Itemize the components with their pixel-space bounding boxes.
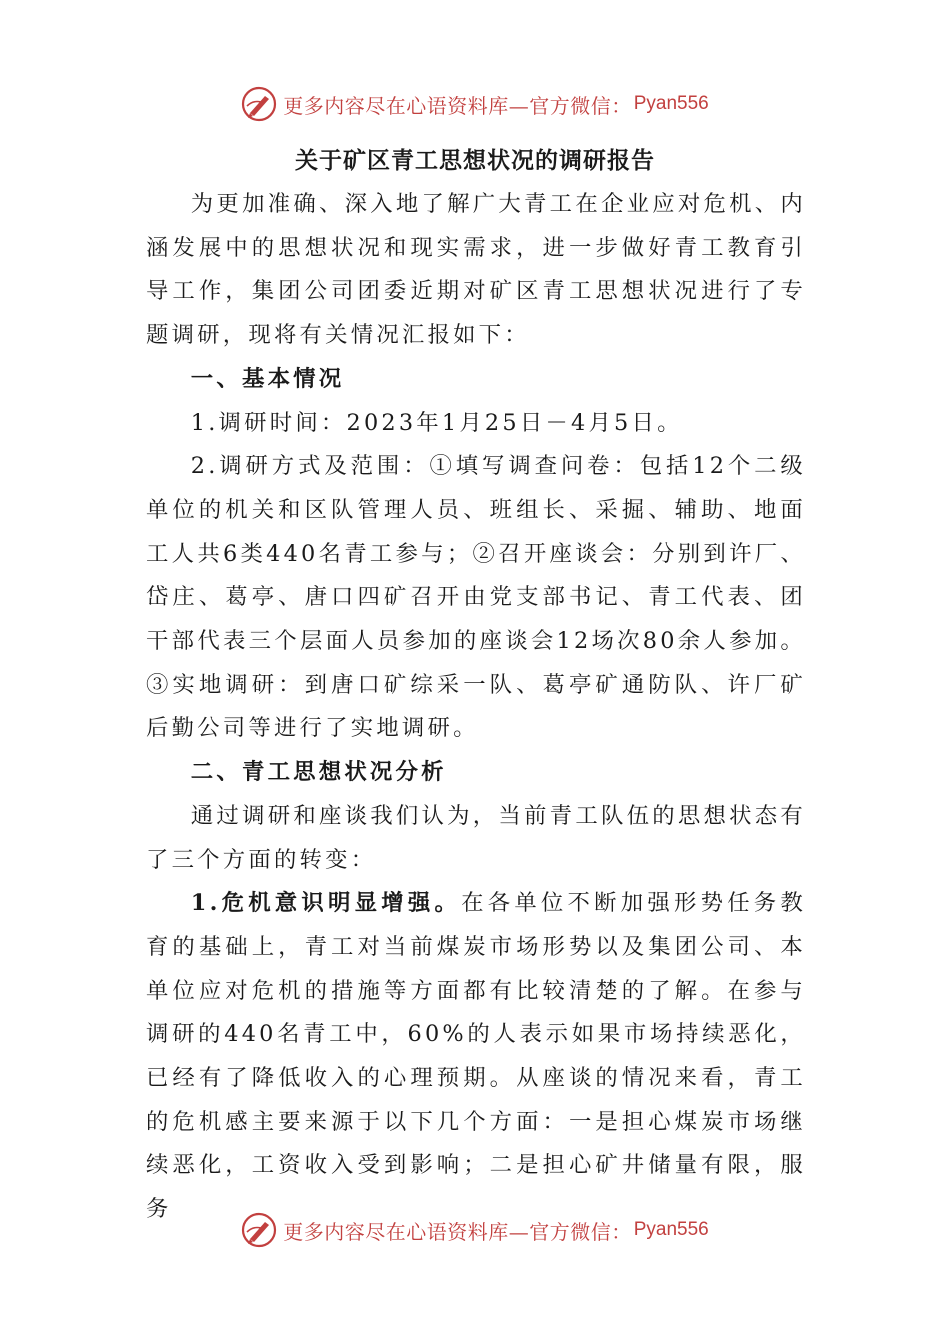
watermark-wechat-id: Pyan556 bbox=[633, 1219, 709, 1240]
pen-logo-icon bbox=[241, 1212, 277, 1248]
intro-paragraph: 为更加准确、深入地了解广大青工在企业应对危机、内涵发展中的思想状况和现实需求，进一步做好青工教育引导工作，集团公司团委近期对矿区青工思想状况进行了专题调研，现将有关情况汇报如下： bbox=[146, 191, 806, 349]
survey-time-paragraph: 1.调研时间：2023年1月25日－4月5日。 bbox=[190, 409, 683, 436]
watermark-wechat-id: Pyan556 bbox=[633, 93, 709, 114]
crisis-awareness-paragraph bbox=[146, 882, 806, 1232]
footer-watermark-banner bbox=[0, 1210, 950, 1250]
section-heading-analysis: 二、青工思想状况分析 bbox=[190, 759, 447, 786]
watermark-text: 更多内容尽在心语资料库—官方微信： bbox=[283, 1219, 632, 1244]
analysis-intro-paragraph: 通过调研和座谈我们认为，当前青工队伍的思想状态有了三个方面的转变： bbox=[146, 802, 806, 873]
pen-logo-icon bbox=[241, 86, 277, 122]
section-heading-basic-info: 一、基本情况 bbox=[190, 365, 345, 392]
crisis-awareness-body: 在各单位不断加强形势任务教育的基础上，青工对当前煤炭市场形势以及集团公司、本单位应对危机的措施等方面都有比较清楚的了解。在参与调研的440名青工中，60%的人表示如果市场持续恶化，已经有了降低收入的心理预期。从座谈的情况来看，青工的危机感主要来源于以下几个方面：一是担心煤炭市场继续恶化，工资收入受到影响；二是担心矿井储量有限，服务 bbox=[146, 890, 807, 1223]
survey-method-paragraph: 2.调研方式及范围：①填写调查问卷：包括12个二级单位的机关和区队管理人员、班组长、采掘、辅助、地面工人共6类440名青工参与；②召开座谈会：分别到许厂、岱庄、葛亭、唐口四矿召开由党支部书记、青工代表、团干部代表三个层面人员参加的座谈会12场次80余人参加。③实地调研：到唐口矿综采一队、葛亭矿通防队、许厂矿后勤公司等进行了实地调研。 bbox=[146, 453, 806, 742]
watermark-text: 更多内容尽在心语资料库—官方微信： bbox=[283, 93, 632, 118]
document-body bbox=[146, 183, 806, 1232]
document-title: 关于矿区青工思想状况的调研报告 bbox=[295, 147, 655, 174]
header-watermark-banner bbox=[0, 84, 950, 124]
crisis-awareness-lead: 1.危机意识明显增强。 bbox=[190, 890, 462, 917]
